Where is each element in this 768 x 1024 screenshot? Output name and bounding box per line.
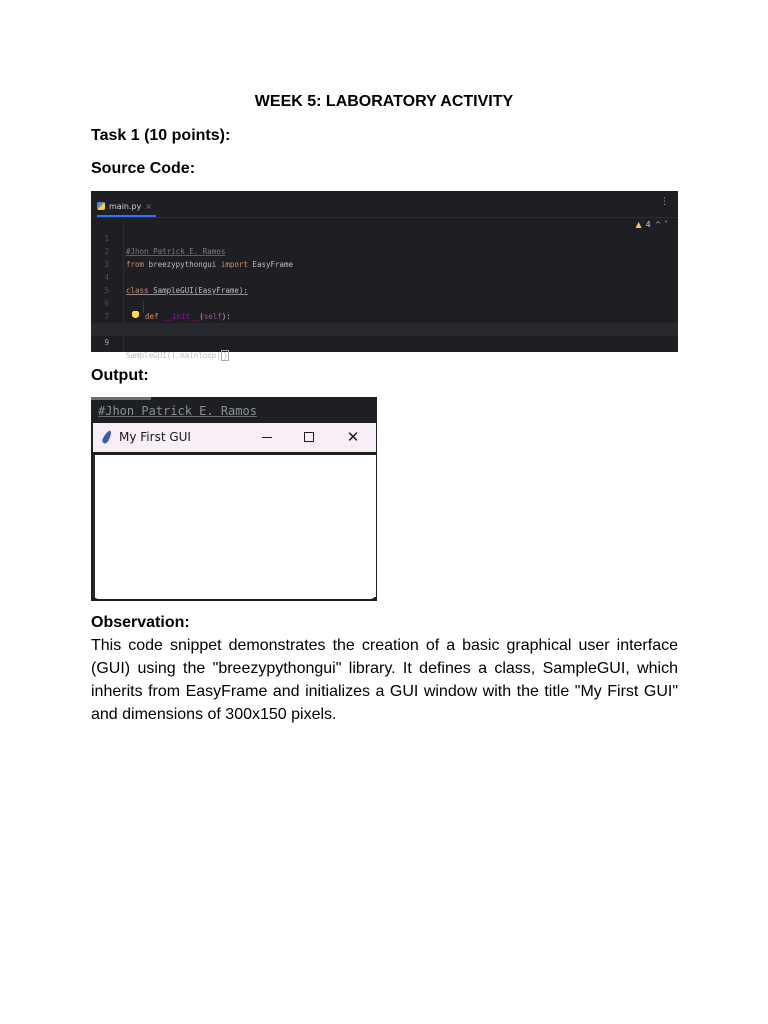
tab-label: main.py	[109, 201, 142, 211]
background-code-comment: #Jhon Patrick E. Ramos	[98, 404, 257, 418]
code-line[interactable]	[91, 284, 678, 321]
maximize-icon[interactable]	[298, 427, 320, 447]
ide-tab-bar	[91, 191, 678, 218]
function-name: __init__	[163, 312, 200, 321]
lightbulb-icon[interactable]	[132, 311, 139, 320]
line-number: 5	[104, 286, 109, 295]
line-number: 2	[104, 247, 109, 256]
line-number: 7	[104, 312, 109, 321]
code-line[interactable]	[91, 310, 678, 323]
module-name: breezypythongui	[144, 260, 221, 269]
more-options-icon[interactable]: ⋮	[660, 197, 669, 207]
line-number: 9	[104, 338, 109, 347]
task-heading: Task 1 (10 points):	[91, 127, 231, 144]
code-line-current[interactable]	[91, 323, 678, 360]
output-heading: Output:	[91, 367, 149, 384]
line-number: 3	[104, 260, 109, 269]
warning-icon: ▲	[635, 220, 642, 229]
source-code-heading: Source Code:	[91, 160, 196, 177]
warning-navigation-icon[interactable]: ^ ˅	[654, 220, 668, 229]
code-line[interactable]	[91, 258, 678, 295]
feather-icon	[101, 429, 113, 444]
line-number: 4	[104, 273, 109, 282]
class-declaration: SampleGUI(EasyFrame):	[148, 286, 248, 295]
keyword-import: import	[220, 260, 248, 269]
tab-close-icon[interactable]: ×	[145, 201, 153, 211]
warning-count: 4	[645, 220, 651, 229]
editor-tab-strip	[91, 397, 151, 400]
python-file-icon	[97, 202, 105, 210]
observation-heading: Observation:	[91, 614, 190, 631]
window-titlebar[interactable]	[93, 423, 376, 455]
code-line[interactable]	[91, 219, 678, 256]
line-number: 6	[104, 299, 109, 308]
close-icon[interactable]: ✕	[346, 428, 360, 446]
gui-window[interactable]	[93, 423, 376, 599]
minimize-icon[interactable]	[256, 427, 278, 447]
line-number: 1	[104, 234, 109, 243]
code-comment: #Jhon Patrick E. Ramos	[126, 247, 226, 256]
output-screenshot	[91, 397, 377, 601]
imported-name: EasyFrame	[247, 260, 294, 269]
paren-open: (	[199, 312, 204, 321]
paren-close: ):	[221, 312, 231, 321]
keyword-def: def	[145, 312, 159, 321]
mainloop-call: SampleGUI().mainloop(	[126, 351, 221, 360]
keyword-from: from	[126, 260, 145, 269]
document-title: WEEK 5: LABORATORY ACTIVITY	[254, 93, 514, 110]
keyword-class: class	[126, 286, 149, 295]
observation-text: This code snippet demonstrates the creation of a basic graphical user interface (GUI) using the "breezypythongui" library. It defines a class, SampleGUI, which inherits from EasyFrame and initializes a GUI window with the title "My First GUI" and dimensions of 300x150 pixels.	[91, 637, 678, 723]
ide-screenshot	[91, 191, 678, 360]
window-content-area	[93, 455, 376, 597]
tab-main-py[interactable]	[97, 197, 156, 217]
self-param: self	[203, 312, 222, 321]
window-title: My First GUI	[119, 430, 191, 444]
matching-paren: )	[222, 351, 228, 360]
